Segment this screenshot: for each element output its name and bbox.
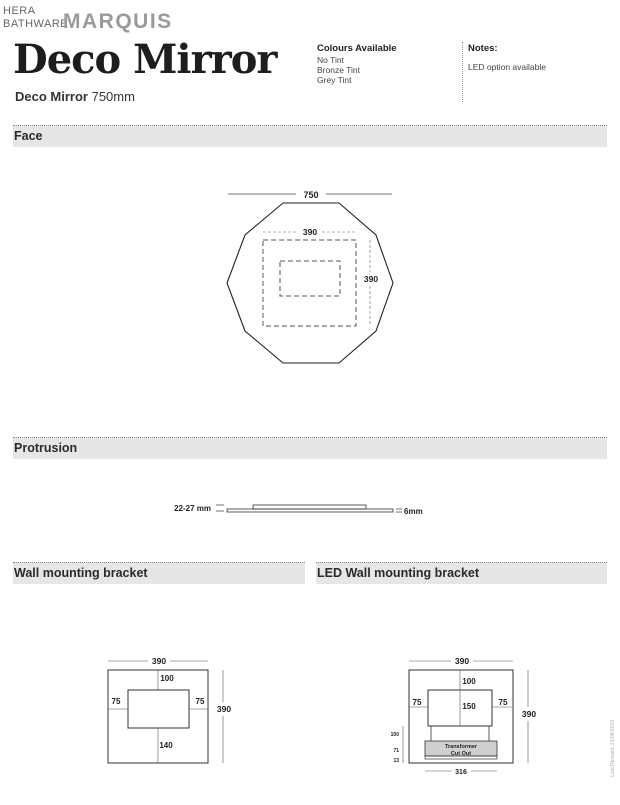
dim-wall-height: 390	[216, 704, 232, 714]
face-drawing	[227, 190, 393, 363]
dim-wall-bottom: 140	[159, 741, 173, 750]
brand-line2: BATHWARE	[3, 18, 69, 30]
dim-face-inner-width: 390	[302, 227, 318, 237]
subtitle-size: 750mm	[91, 89, 135, 104]
wall-bracket-inner	[128, 690, 189, 728]
dim-protrusion-depth: 22-27 mm	[174, 504, 211, 513]
dim-wall-width: 390	[151, 656, 167, 666]
dim-led-right: 75	[498, 698, 508, 707]
page-title: Deco Mirror	[13, 36, 277, 83]
inner-panel-dashed	[280, 261, 340, 296]
dim-led-cutout: 150	[462, 702, 476, 711]
dim-led-v1: 100	[390, 732, 399, 738]
mirror-side-profile	[227, 509, 393, 512]
dim-led-v2: 71	[393, 748, 399, 754]
dim-led-left: 75	[412, 698, 422, 707]
cutout-label: Cut Out	[450, 751, 472, 757]
dim-led-bottom: 316	[455, 769, 467, 776]
dim-protrusion-thickness: 6mm	[404, 507, 423, 516]
revision-note: Last Revised: 21/06/2023	[610, 720, 616, 777]
dim-led-top: 100	[462, 677, 476, 686]
dim-face-inner-height: 390	[363, 274, 379, 284]
dim-wall-left: 75	[111, 697, 121, 706]
colours-heading: Colours Available	[317, 43, 397, 54]
notes-heading: Notes:	[468, 43, 498, 54]
dim-led-width: 390	[454, 656, 470, 666]
dim-face-width: 750	[303, 190, 319, 200]
notes-text: LED option available	[468, 62, 546, 72]
colour-item: No Tint	[317, 55, 344, 65]
dim-wall-top: 100	[160, 674, 174, 683]
section-protrusion-title: Protrusion	[14, 441, 78, 455]
colour-item: Grey Tint	[317, 75, 352, 85]
brand-name: MARQUIS	[63, 10, 173, 33]
section-face-title: Face	[14, 129, 43, 143]
dim-wall-right: 75	[195, 697, 205, 706]
led-bracket-drawing	[391, 656, 537, 776]
brand-line1: HERA	[3, 5, 36, 17]
transformer-label: Transformer	[444, 744, 478, 750]
colour-item: Bronze Tint	[317, 65, 360, 75]
section-wall-bracket-title: Wall mounting bracket	[14, 566, 148, 580]
dim-led-v3: 13	[393, 758, 399, 764]
wall-bracket-drawing	[108, 656, 231, 763]
bracket-outline-dashed	[263, 240, 356, 326]
dim-led-height: 390	[521, 709, 537, 719]
subtitle-name: Deco Mirror	[15, 89, 88, 104]
bracket-side-profile	[253, 505, 366, 509]
section-led-bracket-title: LED Wall mounting bracket	[317, 566, 480, 580]
protrusion-drawing	[174, 504, 423, 516]
